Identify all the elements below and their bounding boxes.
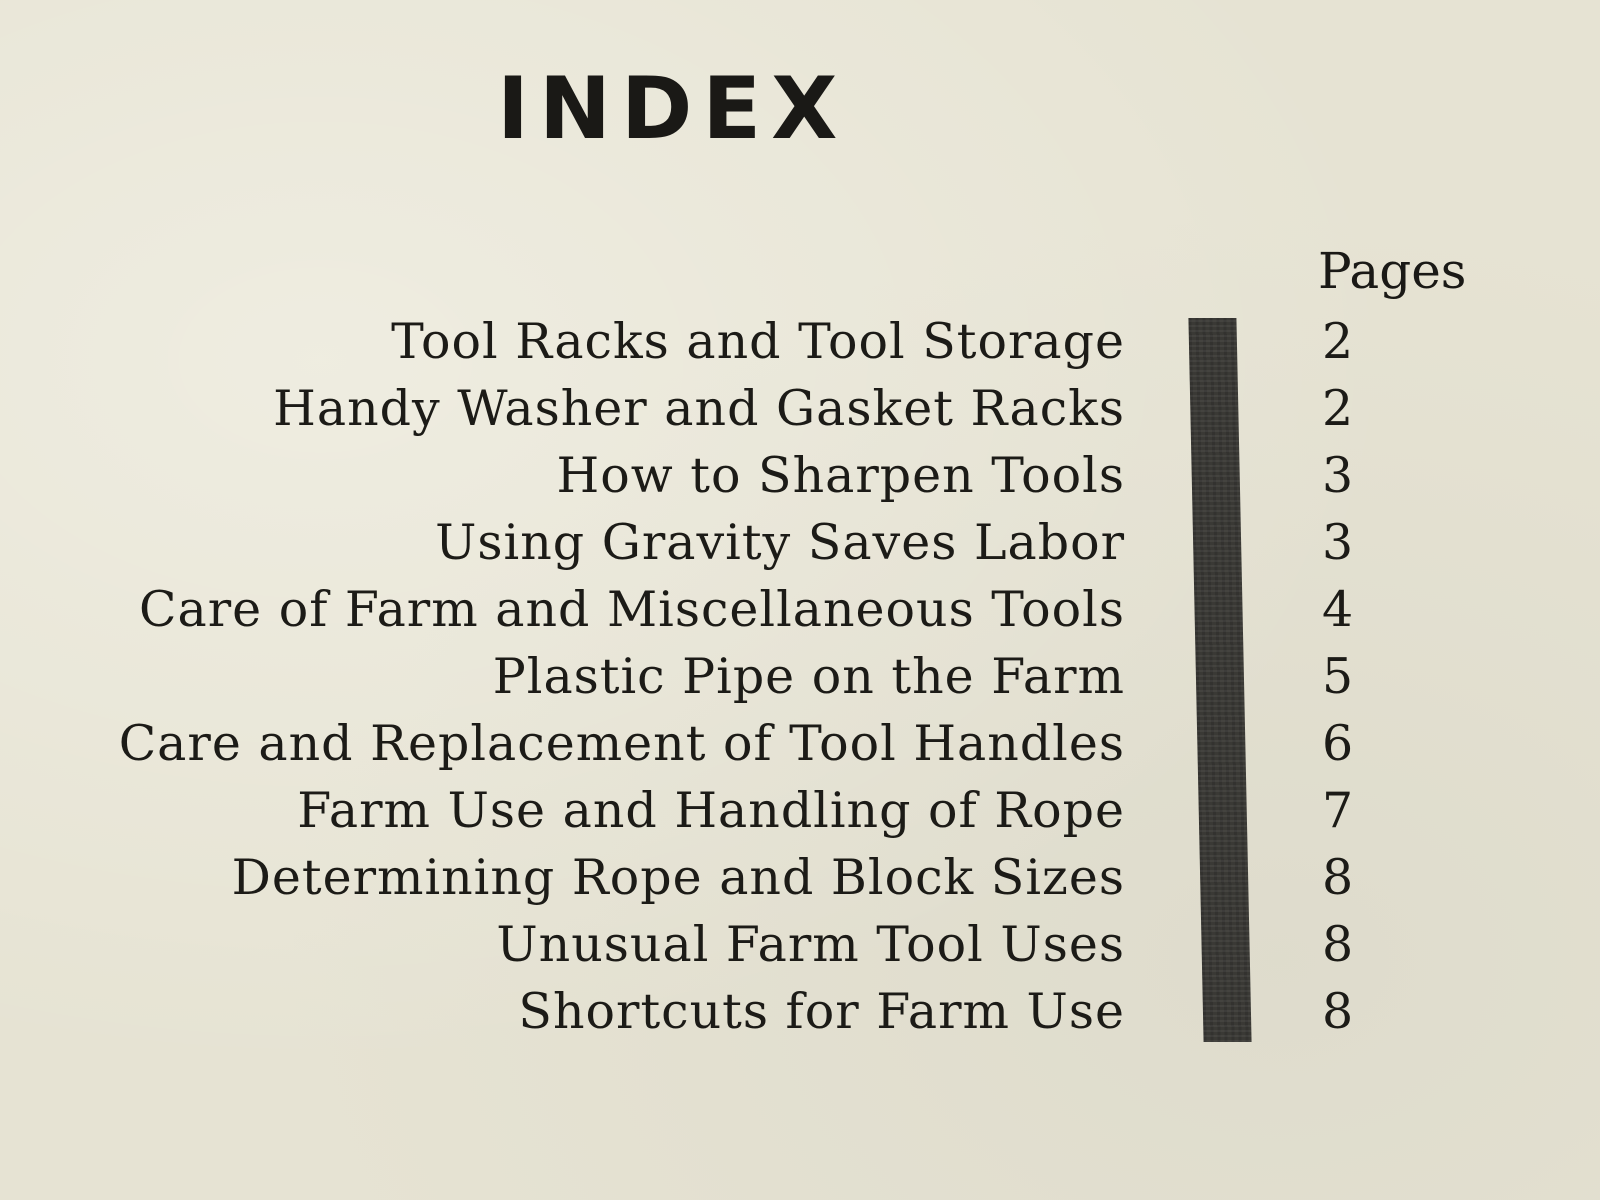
index-entry (0, 312, 1600, 379)
entry-title: Care and Replacement of Tool Handles (118, 715, 1125, 772)
entry-page-number: 8 (1322, 983, 1354, 1040)
entry-title: Handy Washer and Gasket Racks (273, 380, 1125, 437)
index-title: INDEX (497, 59, 848, 159)
entry-page-number: 2 (1322, 313, 1354, 370)
entry-page-number: 3 (1322, 514, 1354, 571)
index-entry (0, 781, 1600, 848)
entry-title: Plastic Pipe on the Farm (492, 648, 1125, 705)
entry-page-number: 4 (1322, 581, 1354, 638)
entry-page-number: 8 (1322, 849, 1354, 906)
entry-title: Care of Farm and Miscellaneous Tools (139, 581, 1125, 638)
entry-title: Tool Racks and Tool Storage (391, 313, 1125, 370)
entry-page-number: 2 (1322, 380, 1354, 437)
index-entry (0, 647, 1600, 714)
index-entry (0, 446, 1600, 513)
index-entry-list (0, 312, 1600, 1049)
index-entry (0, 513, 1600, 580)
entry-title: Using Gravity Saves Labor (435, 514, 1125, 571)
entry-page-number: 5 (1322, 648, 1354, 705)
entry-title: How to Sharpen Tools (556, 447, 1125, 504)
entry-page-number: 7 (1322, 782, 1354, 839)
index-entry (0, 915, 1600, 982)
entry-page-number: 8 (1322, 916, 1354, 973)
entry-title: Shortcuts for Farm Use (518, 983, 1125, 1040)
index-entry (0, 379, 1600, 446)
index-entry (0, 580, 1600, 647)
index-entry (0, 848, 1600, 915)
entry-title: Unusual Farm Tool Uses (496, 916, 1125, 973)
entry-page-number: 6 (1322, 715, 1354, 772)
entry-title: Farm Use and Handling of Rope (297, 782, 1125, 839)
entry-title: Determining Rope and Block Sizes (231, 849, 1125, 906)
pages-column-header: Pages (1318, 242, 1467, 300)
index-entry (0, 714, 1600, 781)
entry-page-number: 3 (1322, 447, 1354, 504)
index-entry (0, 982, 1600, 1049)
